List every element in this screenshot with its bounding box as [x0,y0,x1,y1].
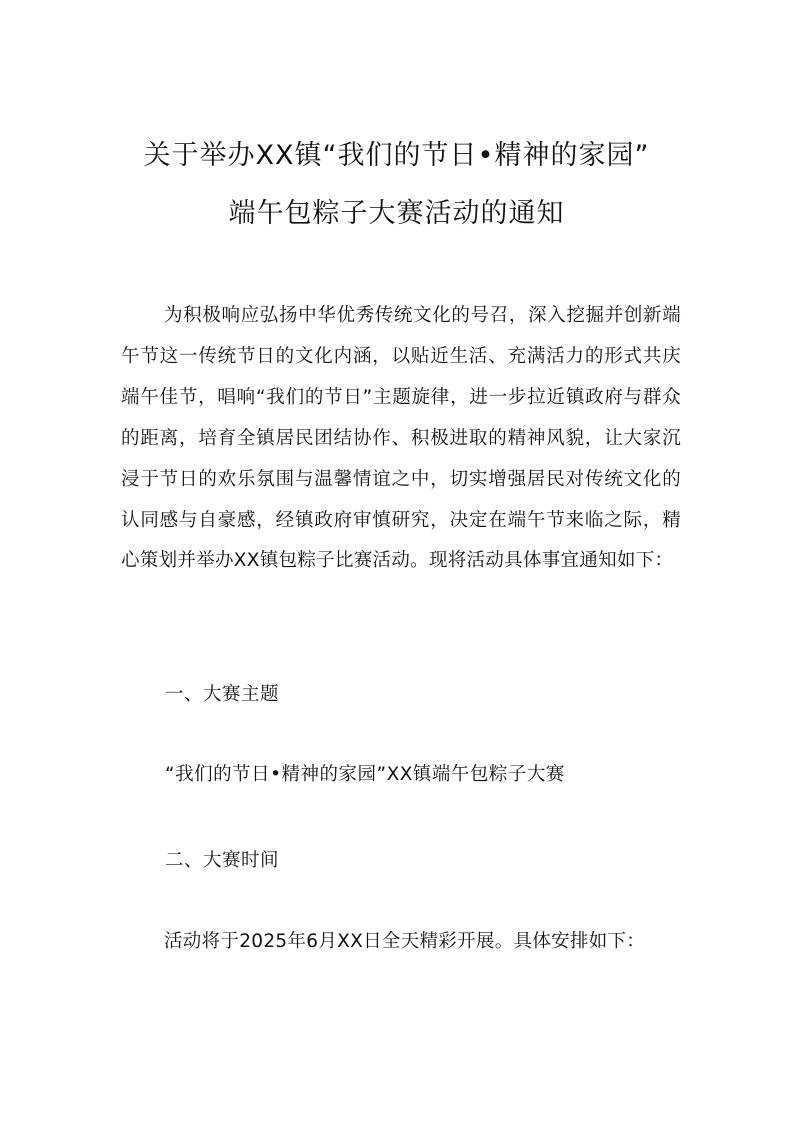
document-title-line-2: 端午包粽子大赛活动的通知 [228,198,565,229]
section-body-theme: “我们的节日•精神的家园”XX镇端午包粽子大赛 [165,764,565,785]
section-body-time: 活动将于2025年6月XX日全天精彩开展。具体安排如下： [164,931,646,952]
section-heading-theme: 一、大赛主题 [165,684,280,705]
intro-paragraph: 为积极响应弘扬中华优秀传统文化的号召，深入挖掘并创新端午节这一传统节日的文化内涵，以贴近生活、充满活力的形式共庆端午佳节，唱响“我们的节日”主题旋律，进一步拉近镇政府与群众的距离，培育全镇居民团结协作、积极进取的精神风貌，让大家沉浸于节日的欢乐氛围与温馨情谊之中，切实增强居民对传统文化的认同感与自豪感，经镇政府审慎研究，决定在端午节来临之际，精心策划并举办XX镇包粽子比赛活动。现将活动具体事宜通知如下： [121,305,681,572]
section-heading-time: 二、大赛时间 [165,850,280,871]
document-title-line-1: 关于举办XX镇“我们的节日•精神的家园” [143,140,650,171]
